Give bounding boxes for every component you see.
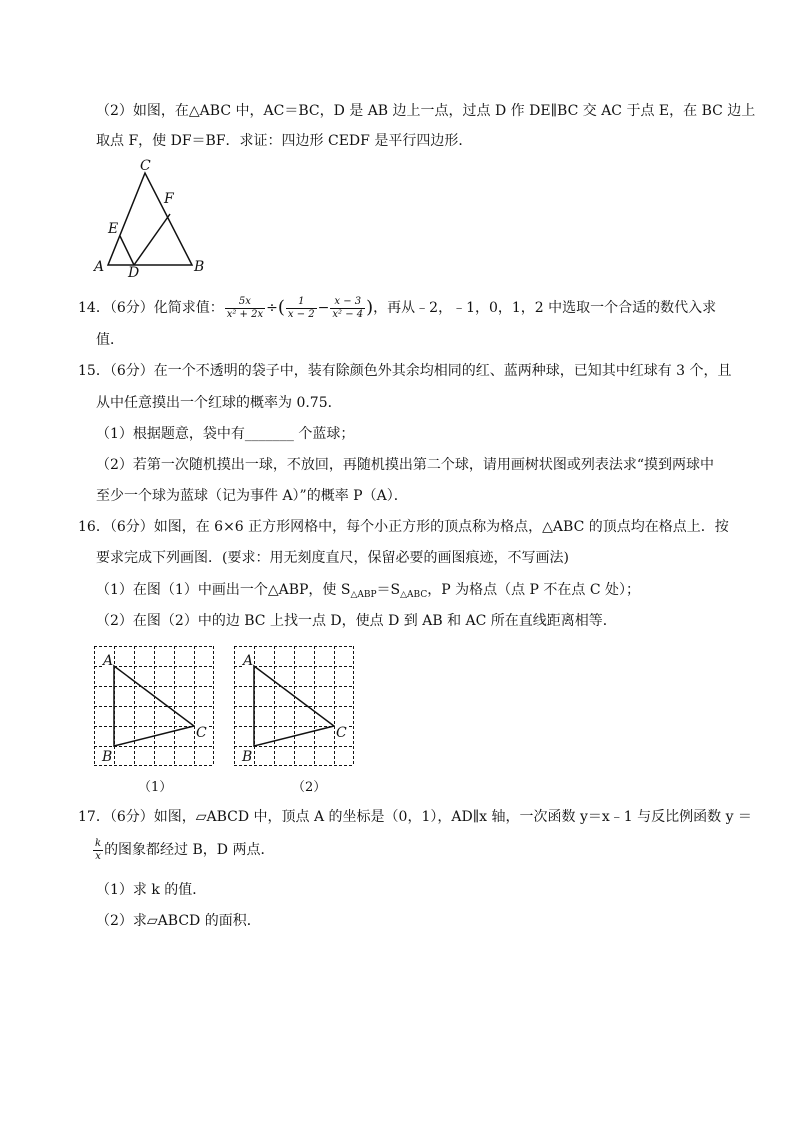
- q15-part1: （1）根据题意，袋中有_______ 个蓝球；: [96, 426, 355, 442]
- label-c: C: [140, 158, 151, 174]
- q17-part1: （1）求 k 的值．: [96, 882, 207, 898]
- q17-part2: （2）求▱ABCD 的面积．: [96, 913, 261, 929]
- q14-fraction-3: $\frac{x - 3}{\text{x² − 4}}$: [332, 295, 364, 320]
- q14-fraction-1: $\frac{5x}{\text{x² + 2x}}$: [226, 295, 264, 320]
- q16-caption-1: （1）: [138, 780, 173, 795]
- q15-part2-line2: 至少一个球为蓝球（记为事件 A）”的概率 P（A）．: [96, 488, 408, 504]
- q16-grid-figure-2: [234, 646, 358, 770]
- q14-prefix: 14．（6分）化简求值：: [78, 300, 224, 316]
- label-a: A: [94, 259, 105, 275]
- q13-triangle-figure: [90, 158, 220, 278]
- q14-fraction-2: $\frac{1}{x - 2}$: [287, 295, 315, 320]
- triangle-abc: [108, 173, 192, 265]
- label-e: E: [108, 221, 119, 237]
- q14-suffix: ，再从﹣2，﹣1，0，1，2 中选取一个合适的数代入求: [373, 300, 717, 316]
- q15-line1: 15．（6分）在一个不透明的袋子中，装有除颜色外其余均相同的红、蓝两种球，已知其中红球有 3 个，且: [78, 363, 732, 379]
- segment-de: [120, 236, 134, 265]
- q17-fraction-k-over-x: $\frac{k}{x}$: [95, 837, 102, 862]
- q16-part1: （1）在图（1）中画出一个△ABP，使 $S_{\triangle ABP}=S_{\triangle ABC}$，P 为格点（点 P 不在点 C 处）；: [96, 582, 641, 600]
- label-d: D: [128, 265, 140, 278]
- q16-line2: 要求完成下列画图．(要求：用无刻度直尺，保留必要的画图痕迹，不写画法): [96, 550, 569, 566]
- q17-line1: 17．（6分）如图，▱ABCD 中，顶点 A 的坐标是（0，1），AD∥x 轴，一次函数 y＝x﹣1 与反比例函数 y ＝: [78, 809, 752, 825]
- label-f: F: [164, 191, 174, 207]
- q16-line1: 16．（6分）如图，在 6×6 正方形网格中，每个小正方形的顶点称为格点，△ABC 的顶点均在格点上．按: [78, 519, 729, 535]
- q14-minus: −: [317, 300, 330, 316]
- q14-line2: 值．: [96, 332, 124, 348]
- label-b: B: [194, 259, 205, 275]
- grid1-label-b: B: [102, 749, 113, 765]
- q16-part2: （2）在图（2）中的边 BC 上找一点 D，使点 D 到 AB 和 AC 所在直线距离相等．: [96, 613, 617, 629]
- grid2-label-c: C: [336, 725, 347, 741]
- grid1-label-a: A: [103, 653, 114, 669]
- q15-part2-line1: （2）若第一次随机摸出一球，不放回，再随机摸出第二个球，请用画树状图或列表法求“摸到两球中: [96, 457, 715, 473]
- q14-divide: ÷: [266, 300, 278, 316]
- segment-df: [134, 214, 170, 265]
- q16-grid-figure-1: [94, 646, 218, 770]
- grid2-label-a: A: [243, 653, 254, 669]
- q16-caption-2: （2）: [292, 780, 327, 795]
- q14-line1: 14．（6分）化简求值： $\frac{5x}{\text{x² + 2x}}$ ÷( $\frac{1}{x - 2}$ − $\frac{x - 3}{\text{x² − 4}}$ )，再从﹣2，﹣1，0，1，2 中选取一个合适的数代入求: [78, 295, 717, 320]
- grid1-label-c: C: [196, 725, 207, 741]
- q17-line2: $\frac{k}{x}$ 的图象都经过 B，D 两点．: [95, 837, 275, 862]
- q15-line2: 从中任意摸出一个红球的概率为 0.75．: [96, 395, 342, 411]
- q13-part2-line1: （2）如图，在△ABC 中，AC＝BC，D 是 AB 边上一点，过点 D 作 DE∥BC 交 AC 于点 E，在 BC 边上: [96, 103, 756, 119]
- q13-part2-line2: 取点 F，使 DF＝BF．求证：四边形 CEDF 是平行四边形．: [96, 133, 473, 149]
- grid2-label-b: B: [242, 749, 253, 765]
